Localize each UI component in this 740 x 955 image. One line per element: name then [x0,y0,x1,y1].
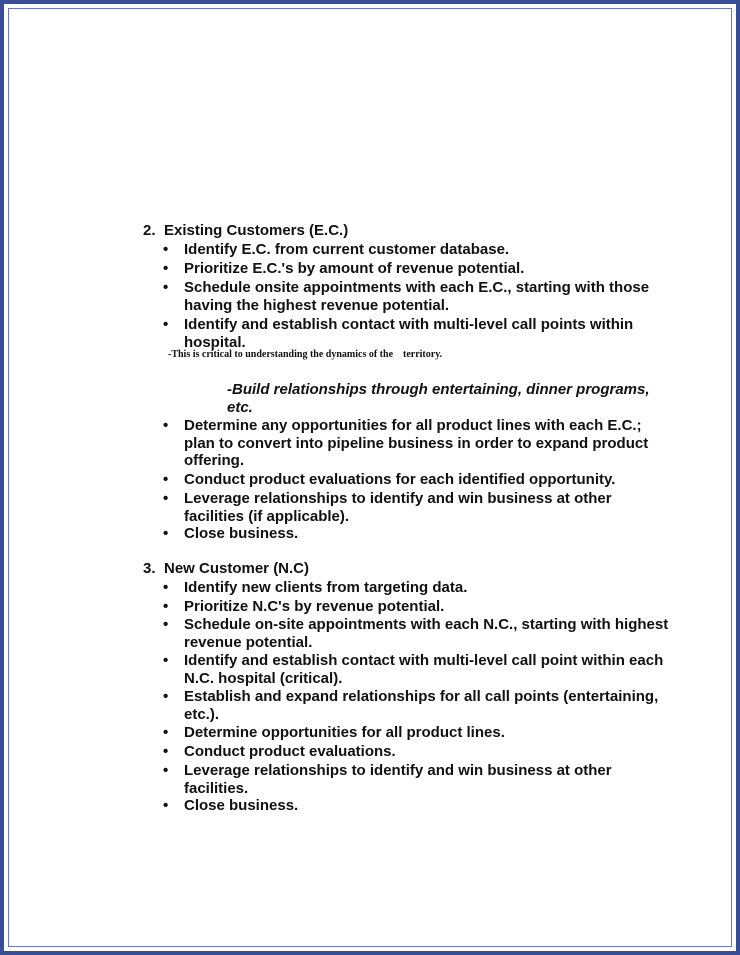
section-2-heading: Existing Customers (E.C.) [164,222,349,239]
bullet-icon: • [163,762,169,779]
list-item-text: Identify new clients from targeting data. [184,579,468,596]
bullet-icon: • [163,598,169,615]
list-item-text: Prioritize E.C.'s by amount of revenue potential. [184,260,525,277]
bullet-icon: • [163,417,169,434]
relationship-note: -Build relationships through entertaining, dinner programs, etc. [227,381,650,416]
list-item-text: Schedule on-site appointments with each N.C., starting with highest revenue potential. [184,616,669,651]
section-3-heading: New Customer (N.C) [164,560,310,577]
bullet-icon: • [163,471,169,488]
bullet-icon: • [163,797,169,814]
section-2-number: 2. [143,222,156,239]
bullet-icon: • [163,579,169,596]
list-item-text: Leverage relationships to identify and win business at other facilities (if applicable). [184,490,612,525]
bullet-icon: • [163,616,169,633]
list-item-text: Close business. [184,525,299,542]
bullet-icon: • [163,260,169,277]
bullet-icon: • [163,316,169,333]
list-item-text: Close business. [184,797,299,814]
list-item-text: Determine opportunities for all product lines. [184,724,505,741]
bullet-icon: • [163,490,169,507]
bullet-icon: • [163,241,169,258]
list-item-text: Identify E.C. from current customer database. [184,241,510,258]
list-item-text: Schedule onsite appointments with each E.C., starting with those having the highest revenue potential. [184,279,650,314]
list-item-text: Prioritize N.C's by revenue potential. [184,598,445,615]
list-item-text: Establish and expand relationships for all call points (entertaining, etc.). [184,688,659,723]
list-item-text: Conduct product evaluations. [184,743,396,760]
list-item-text: Identify and establish contact with multi-level call point within each N.C. hospital (critical). [184,652,664,687]
bullet-icon: • [163,279,169,296]
critical-note: -This is critical to understanding the dynamics of the territory. [168,349,443,360]
bullet-icon: • [163,652,169,669]
section-3-number: 3. [143,560,156,577]
bullet-icon: • [163,743,169,760]
list-item-text: Identify and establish contact with multi-level call points within hospital. [184,316,634,351]
bullet-icon: • [163,688,169,705]
bullet-icon: • [163,724,169,741]
bullet-icon: • [163,525,169,542]
list-item-text: Leverage relationships to identify and win business at other facilities. [184,762,612,797]
list-item-text: Conduct product evaluations for each identified opportunity. [184,471,616,488]
list-item-text: Determine any opportunities for all product lines with each E.C.; plan to convert into pipeline business in order to expand product offering. [184,417,649,469]
